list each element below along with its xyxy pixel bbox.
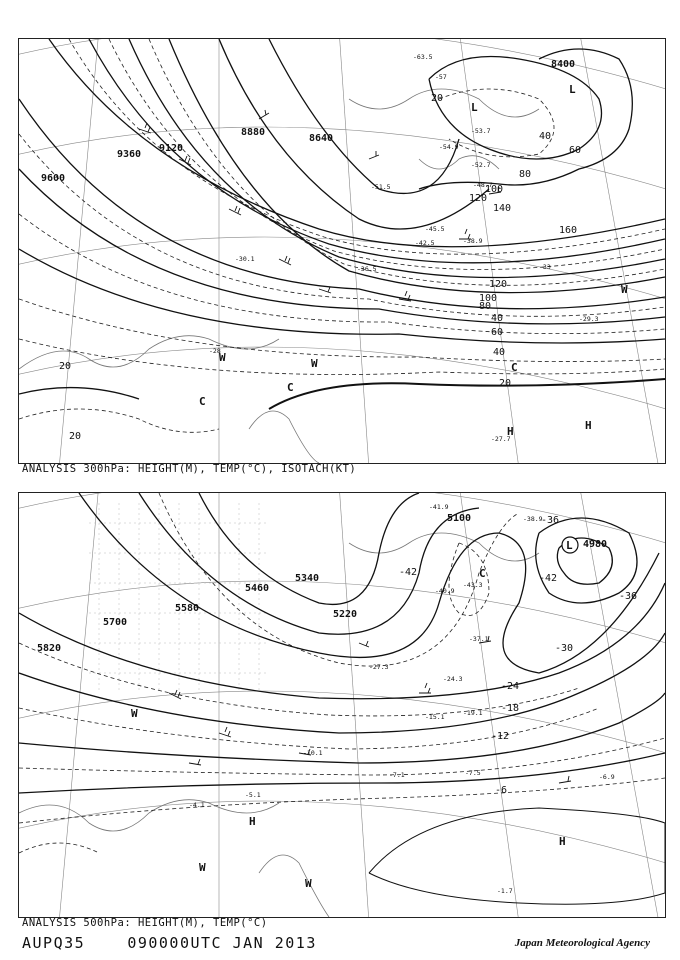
coastline [19,89,539,463]
temp-contour-label: -36 [541,515,560,526]
temp-label: -1.7 [497,887,513,895]
isotach-label: 120 [489,279,508,290]
height-label: 5700 [103,617,128,628]
cold-center: C [287,381,294,394]
temp-contour-labels [399,515,637,796]
low-center: L [569,83,576,96]
warm-center: W [311,357,318,370]
caption-300hpa: ANALYSIS 300hPa: HEIGHT(M), TEMP(°C), ISOTACH(KT) [22,463,357,475]
temp-contour-label: -6 [495,785,508,796]
high-center: H [249,815,256,828]
graticule [19,39,665,463]
temp-label: -38.9 [463,237,483,245]
temp-label: -27.3 [369,663,389,671]
isotach-label: 140 [493,203,512,214]
graticule [19,493,665,917]
chart-code [22,934,317,952]
temp-label: -28 [209,347,221,355]
temp-label: -54.9 [439,143,459,151]
high-center: H [585,419,592,432]
height-contours [19,493,665,904]
temp-label: -52.7 [471,161,491,169]
temp-label: -45.5 [425,225,445,233]
temp-label: -29.3 [579,315,599,323]
temp-label: -5.1 [245,791,261,799]
height-label: 8400 [551,59,576,70]
high-center: H [559,835,566,848]
isotach-label: 100 [479,293,498,304]
map-300hpa-canvas [19,39,665,463]
temp-label: -43.3 [463,581,483,589]
height-label: 4980 [583,539,608,550]
isotach-label: 20 [59,361,72,372]
temp-contour-label: -24 [501,681,520,692]
temp-contour-label: -30 [555,643,574,654]
isotach-label: 20 [499,378,512,389]
map-300hpa [18,38,666,464]
temp-label: -41.9 [429,503,449,511]
temp-label: -63.5 [413,53,433,61]
isotach-label: 60 [569,145,582,156]
warm-center: W [305,877,312,890]
valid-time: 090000UTC JAN 2013 [127,934,317,952]
isotach-label: 160 [559,225,578,236]
temperature-labels [189,503,615,895]
temp-label: -48.7 [473,181,493,189]
product-code: AUPQ35 [22,934,86,952]
temp-label: -30.1 [235,255,255,263]
height-label: 5340 [295,573,320,584]
temp-label: -27.7 [491,435,511,443]
warm-center: W [219,351,226,364]
temp-label: -7.1 [389,771,405,779]
temp-label: -36.5 [357,265,377,273]
temp-label: -4.1 [189,801,205,809]
height-label: 8880 [241,127,266,138]
map-500hpa [18,492,666,918]
temp-label: -57 [435,73,447,81]
agency-name: Japan Meteorological Agency [514,937,650,949]
isotach-label: 80 [519,169,532,180]
cold-center: C [199,395,206,408]
temp-label: -53.7 [471,127,491,135]
map-500hpa-canvas [19,493,665,917]
isotach-label: 100 [485,184,504,195]
isotach-label: 60 [491,327,504,338]
isotach-label: 20 [431,93,444,104]
isotach-label: 40 [539,131,552,142]
temp-contour-label: -12 [491,731,510,742]
height-label: 5100 [447,513,472,524]
height-label: 9600 [41,173,66,184]
high-center: H [507,425,514,438]
isotach-label: 40 [491,313,504,324]
isotach-label: 80 [479,301,492,312]
isotach-label: 40 [493,347,506,358]
isotach-label: 120 [469,193,488,204]
temp-label: -7.5 [465,769,481,777]
temp-contour-label: -42 [399,567,418,578]
height-label: 5220 [333,609,358,620]
cold-center: C [479,567,486,580]
temp-label: -40.9 [435,587,455,595]
temp-label: -19.1 [463,709,483,717]
temp-label: -51.5 [371,183,391,191]
warm-center: W [199,861,206,874]
height-label: 8640 [309,133,334,144]
warm-center: W [621,283,628,296]
low-center: L [566,539,573,552]
warm-center: W [131,707,138,720]
temp-label: -24.3 [443,675,463,683]
temp-label: -42.5 [415,239,435,247]
temp-label: -15.1 [425,713,445,721]
temp-label: -33 [539,263,551,271]
caption-500hpa: ANALYSIS 500hPa: HEIGHT(M), TEMP(°C) [22,917,268,929]
isotach-label: 20 [69,431,82,442]
temp-contour-label: -36 [619,591,638,602]
height-label: 5580 [175,603,200,614]
height-label: 5820 [37,643,62,654]
temp-label: -10.1 [303,749,323,757]
temp-contour-label: -18 [501,703,520,714]
hatched-region [89,503,269,693]
temp-label: -37.1 [469,635,489,643]
temp-label: -6.9 [599,773,615,781]
height-label: 9120 [159,143,184,154]
height-label: 5460 [245,583,270,594]
height-label: 9360 [117,149,142,160]
low-center: L [471,101,478,114]
temp-contour-label: -42 [539,573,558,584]
temp-label: -38.9 [523,515,543,523]
cold-center: C [511,361,518,374]
